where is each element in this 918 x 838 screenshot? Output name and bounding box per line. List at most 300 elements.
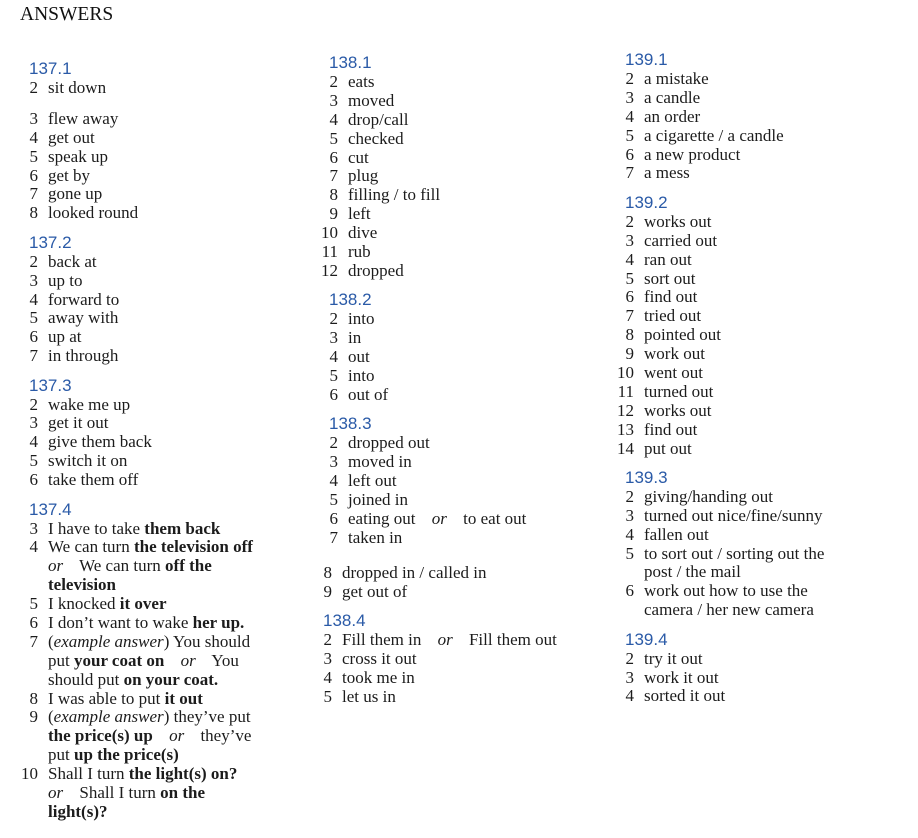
answer-bold-text: the light(s) on? [128,764,238,784]
answer-text [644,70,709,89]
answer-item [20,110,253,129]
answer-number: 4 [625,249,634,269]
answer-text-segment: dropped [348,260,404,280]
answer-line [48,253,97,272]
answer-bold-text: off the [165,556,212,576]
answer-continuation-line [48,671,250,690]
answer-item [320,434,557,453]
answer-bold-text: light(s)? [48,801,108,821]
answer-number: 3 [329,328,338,348]
answer-group [20,79,253,98]
answer-item [20,309,253,328]
answer-item [20,291,253,310]
answer-item [616,440,824,459]
answer-line [48,538,253,557]
answer-text-segment: gone up [48,184,103,204]
answer-line [644,108,700,127]
answer-item [20,614,253,633]
answer-line [48,148,108,167]
answer-continuation-line [48,746,251,765]
answer-text-segment: try it out [644,648,703,668]
answer-item [20,204,253,223]
answer-text [48,414,108,433]
answer-text-segment: works out [644,211,712,231]
answer-number: 3 [625,230,634,250]
answer-number: 14 [617,438,634,458]
answer-item [20,185,253,204]
answer-text-segment: I knocked [48,594,120,614]
answer-number: 7 [329,527,338,547]
answer-item [20,520,253,539]
answer-item [320,262,557,281]
answer-number: 2 [625,486,634,506]
answer-text-segment: up to [48,270,83,290]
answer-text [48,272,82,291]
answer-text [348,167,378,186]
answer-line [644,146,740,165]
answer-line [348,130,404,149]
answer-number: 8 [323,563,332,583]
answer-number: 2 [29,394,38,414]
answer-line [348,310,374,329]
answer-line [348,243,371,262]
answer-line [48,452,127,471]
answer-text-segment: filling / to fill [348,185,441,205]
answer-group [320,310,557,404]
answer-column-1 [20,59,253,822]
answer-text-segment: take them off [48,470,139,490]
section-heading-137-4: 137.4 [29,499,72,519]
answer-text [644,383,713,402]
answer-text [48,396,130,415]
section-heading-139-1: 139.1 [625,50,668,69]
answer-text-segment: back at [48,251,97,271]
answer-item [20,253,253,272]
answer-line [644,164,690,183]
answer-item [314,669,557,688]
answer-text [48,452,127,471]
answer-column-2 [320,53,557,707]
answer-line [348,491,408,510]
answer-item [616,687,824,706]
answer-line [348,111,408,130]
answer-item [320,529,557,548]
answer-line [644,545,824,564]
answer-line [348,186,440,205]
answer-text-segment: a mistake [644,69,709,88]
answer-line [342,688,396,707]
answer-text [644,108,700,127]
answer-item [314,564,557,583]
answer-text-segment: into [348,309,375,329]
answer-item [20,148,253,167]
answer-text-segment: turned out nice/fine/sunny [644,505,823,525]
answer-text-segment: rub [348,242,371,262]
answer-line [644,232,717,251]
answer-group [314,631,557,707]
answer-line [348,262,404,281]
answer-number: 4 [625,524,634,544]
answer-line [644,251,692,270]
section-138-1 [320,53,557,281]
answer-text [644,507,822,526]
answer-text-segment: get out [48,127,95,147]
answer-text-segment: joined in [348,489,408,509]
section-heading-137-2: 137.2 [29,232,72,252]
answer-text-segment: work out how to use the [644,581,808,601]
answer-item [20,690,253,709]
answer-number: 3 [29,270,38,290]
answer-group [20,253,253,366]
answer-line [48,110,118,129]
answer-item [314,688,557,707]
answer-text-segment: left out [348,471,397,491]
answer-text [348,434,430,453]
answer-bold-text: it out [164,688,203,708]
answer-text [48,633,250,690]
answer-number: 3 [29,518,38,538]
or-connector: or [437,630,453,650]
answer-text-segment: dropped in / called in [342,563,487,583]
answer-text [644,89,700,108]
answer-item [616,270,824,289]
answer-text-segment: giving/handing out [644,486,773,506]
answer-item [616,669,824,688]
answer-text-segment: I don’t want to wake [48,612,193,632]
section-139-2 [616,193,824,459]
answer-text [48,433,152,452]
answer-line [342,564,486,583]
answer-line [48,708,251,727]
answer-text [48,690,203,709]
answer-text-segment: carried out [644,230,718,250]
answer-continuation-line [48,784,237,803]
answer-number: 9 [329,204,338,224]
answer-item [320,367,557,386]
answer-text [348,529,402,548]
answer-text-segment: in through [48,346,119,366]
answer-text [348,386,388,405]
answer-item [320,243,557,262]
answer-number: 3 [625,87,634,107]
answer-bold-text: the television off [133,537,253,557]
answer-number: 8 [625,325,634,345]
answer-text [644,307,701,326]
answer-number: 2 [329,433,338,453]
answer-line [644,582,814,601]
answer-continuation-line [644,563,824,582]
answer-text-segment: put out [644,438,692,458]
section-138-4 [314,611,557,707]
answer-text-segment: a cigarette / a candle [644,125,784,145]
answer-item [616,307,824,326]
answer-number: 7 [625,163,634,183]
answer-text-segment: sit down [48,78,107,97]
answer-number: 11 [321,242,338,262]
answer-line [48,595,167,614]
answer-text-segment: into [348,365,375,385]
answer-line [48,185,102,204]
answer-line [48,167,90,186]
answer-number: 7 [625,306,634,326]
answer-text [644,345,705,364]
answer-item [616,146,824,165]
answer-number: 6 [329,384,338,404]
answer-item [616,364,824,383]
answer-text [48,148,108,167]
answer-number: 6 [625,287,634,307]
answer-text-segment: sorted it out [644,686,726,706]
answer-line [348,510,526,529]
answer-number: 5 [329,365,338,385]
answer-group [616,70,824,183]
answer-item [616,326,824,345]
answer-text [644,402,712,421]
answer-number: 5 [29,308,38,328]
answer-line [644,383,713,402]
answer-text [342,564,486,583]
answer-text [48,167,90,186]
answer-item [320,453,557,472]
answer-item [320,111,557,130]
answer-number: 3 [329,452,338,472]
answer-text-segment: I have to take [48,518,145,538]
section-heading-138-3: 138.3 [329,414,372,434]
answer-line [48,690,203,709]
answer-text-segment: moved in [348,452,412,472]
answer-line [342,631,557,650]
answer-group [616,488,824,620]
answer-item [616,89,824,108]
answer-item [20,396,253,415]
answer-text-segment: eating out [348,508,420,528]
answer-group [20,396,253,490]
answer-line [48,414,108,433]
answer-number: 4 [29,432,38,452]
answer-number: 11 [617,381,634,401]
answer-text-segment: get it out [48,413,109,433]
answer-text [48,595,167,614]
answer-line [644,687,725,706]
answer-line [48,520,220,539]
answer-line [644,345,705,364]
answer-number: 8 [29,203,38,223]
answer-number: 2 [625,69,634,88]
section-heading-137-1: 137.1 [29,59,72,78]
answer-group [320,434,557,547]
answer-item [616,251,824,270]
answer-text [644,213,712,232]
answer-text-segment: tried out [644,306,702,326]
answer-line [48,396,130,415]
answer-number: 10 [321,223,338,243]
answer-line [348,386,388,405]
answer-item [616,488,824,507]
answer-group [314,564,557,602]
answer-text-segment: Fill them in [342,630,426,650]
answer-number: 9 [625,344,634,364]
answer-text-segment: out [348,347,370,367]
answer-number: 5 [323,687,332,707]
answer-text-segment: left [348,204,371,224]
answer-number: 8 [29,688,38,708]
answer-bold-text: television [48,575,116,595]
answer-line [644,669,719,688]
answer-text-segment: find out [644,419,698,439]
answer-text-segment: post / the mail [644,562,741,582]
answer-item [20,452,253,471]
answer-number: 12 [617,400,634,420]
answer-text [644,164,690,183]
section-137-4 [20,500,253,822]
answer-italic-text: example answer [53,707,164,727]
answer-group [616,213,824,459]
answer-number: 4 [329,347,338,367]
answer-text [48,253,97,272]
answer-item [320,149,557,168]
answer-line [644,326,721,345]
answer-item [320,167,557,186]
answer-text [644,288,697,307]
answer-bold-text: on the [160,783,205,802]
answer-number: 5 [625,125,634,145]
answer-line [348,224,377,243]
answer-text [348,73,374,92]
answer-text [342,688,396,707]
answer-item [616,288,824,307]
answer-line [644,507,822,526]
answer-text [348,186,440,205]
answer-item [320,186,557,205]
or-connector: or [48,556,64,576]
answer-item [320,205,557,224]
answer-text [48,347,118,366]
answer-line [342,583,407,602]
answer-text [48,328,82,347]
answer-text [644,526,709,545]
answer-item [20,347,253,366]
answer-text-segment: in [348,328,362,348]
answer-number: 6 [29,327,38,347]
answer-continuation-line [48,557,253,576]
answer-line [644,307,701,326]
answer-line [644,70,709,89]
answer-text [348,111,408,130]
section-heading-139-4: 139.4 [625,629,668,649]
answer-number: 4 [29,127,38,147]
answer-text [48,765,237,822]
answer-item [320,348,557,367]
answer-item [616,164,824,183]
answer-line [644,127,784,146]
answer-line [48,79,106,98]
answer-number: 4 [29,537,38,557]
answer-text-segment: put [48,745,74,765]
answer-item [20,595,253,614]
answer-text-segment: speak up [48,146,108,166]
answer-text-segment: should put [48,669,124,689]
answer-line [348,472,397,491]
answer-number: 4 [323,668,332,688]
answer-text-segment: eats [348,72,375,91]
answer-text-segment: Shall I turn [48,764,129,784]
answer-text [48,309,118,328]
answer-item [20,765,253,822]
answer-text-segment: ( [48,631,54,651]
section-heading-138-1: 138.1 [329,53,372,72]
answer-item [616,507,824,526]
page-title: ANSWERS [20,4,114,25]
answer-item [314,583,557,602]
answer-line [48,129,95,148]
answer-line [48,765,237,784]
answer-item [20,129,253,148]
answer-number: 6 [329,508,338,528]
section-138-2 [320,290,557,404]
answer-continuation-line [48,727,251,746]
answer-line [48,204,138,223]
answer-text-segment: looked round [48,203,139,223]
answer-number: 2 [329,72,338,91]
answer-text-segment: You [207,650,239,670]
answer-line [48,347,118,366]
answer-group [616,650,824,707]
answer-number: 3 [29,108,38,128]
answer-text [48,129,95,148]
answer-text-segment: camera / her new camera [644,600,814,620]
answer-text-segment: taken in [348,527,403,547]
answer-text [348,262,404,281]
answer-text-segment: a candle [644,87,701,107]
answer-item [320,329,557,348]
answer-item [20,633,253,690]
answer-number: 4 [329,471,338,491]
answer-number: 7 [329,166,338,186]
answer-text [348,510,526,529]
answer-continuation-line [48,652,250,671]
answer-text [644,127,784,146]
answer-text-segment: they’ve [196,726,252,746]
answer-line [644,402,712,421]
answer-text-segment: cross it out [342,649,417,669]
section-heading-138-4: 138.4 [323,611,366,631]
or-connector: or [180,650,196,670]
answer-text [48,110,118,129]
answer-text-segment: away with [48,308,119,328]
answer-text [348,243,371,262]
answer-text [342,583,407,602]
answer-line [48,471,138,490]
answer-number: 7 [29,631,38,651]
answer-column-3 [616,50,824,706]
answer-number: 7 [29,346,38,366]
answer-text [48,291,119,310]
answer-item [320,510,557,529]
or-connector: or [169,726,185,746]
answer-text [348,453,412,472]
section-139-4 [616,630,824,707]
answer-line [348,367,374,386]
answer-text-segment: took me in [342,668,415,688]
answer-number: 6 [625,144,634,164]
answer-text [644,488,773,507]
answer-number: 7 [29,184,38,204]
answer-text-segment: to sort out / sorting out the [644,543,825,563]
answer-item [616,582,824,620]
answer-text-segment: Fill them out [464,630,557,650]
answer-item [320,472,557,491]
answer-text-segment: pointed out [644,325,721,345]
